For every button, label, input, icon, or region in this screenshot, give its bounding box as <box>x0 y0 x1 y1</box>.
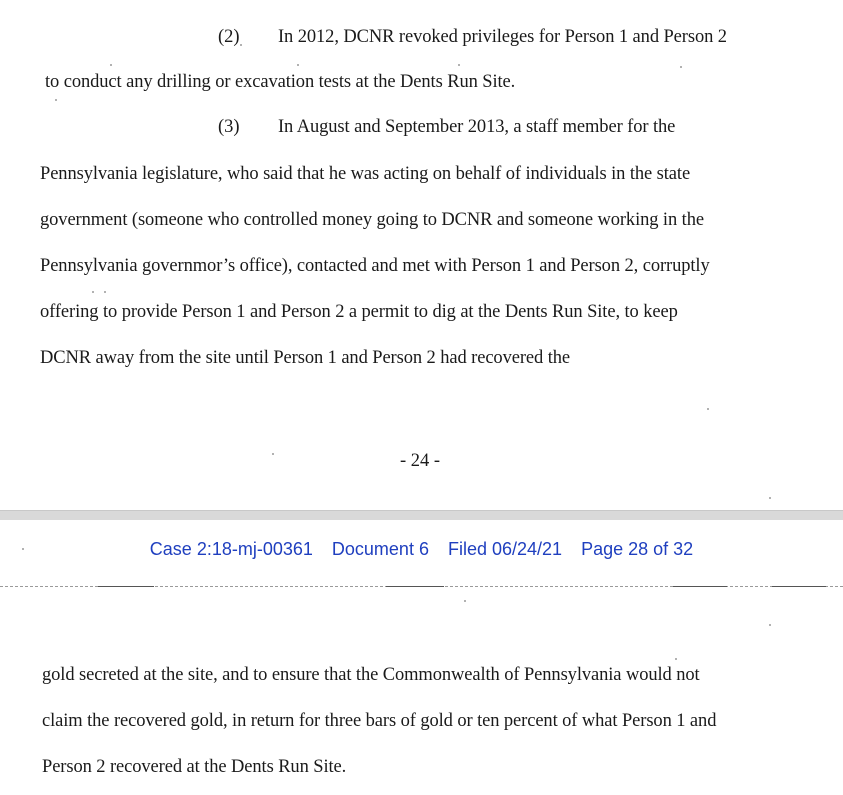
scan-speck <box>707 408 709 410</box>
paragraph-line: offering to provide Person 1 and Person 2 a permit to dig at the Dents Run Site, to keep <box>40 302 678 322</box>
scan-speck <box>240 44 242 46</box>
document-page-bottom <box>0 520 843 795</box>
header-rule-segment <box>98 586 154 587</box>
scan-speck <box>104 291 106 293</box>
filed-date: Filed 06/24/21 <box>447 539 563 559</box>
scan-speck <box>680 66 682 68</box>
case-header <box>0 539 843 560</box>
scan-speck <box>675 658 677 660</box>
scan-speck <box>92 291 94 293</box>
paragraph-line: In August and September 2013, a staff member for the <box>278 117 676 137</box>
scan-speck <box>458 64 460 66</box>
paragraph-line: claim the recovered gold, in return for three bars of gold or ten percent of what Person 1 and <box>42 711 717 731</box>
document-number: Document 6 <box>331 539 429 559</box>
paragraph-line: Person 2 recovered at the Dents Run Site. <box>42 757 347 777</box>
paragraph-line: DCNR away from the site until Person 1 and Person 2 had recovered the <box>40 348 570 368</box>
scan-speck <box>55 99 57 101</box>
paragraph-line: In 2012, DCNR revoked privileges for Person 1 and Person 2 <box>278 27 727 47</box>
scan-speck <box>272 453 274 455</box>
paragraph-line: government (someone who controlled money going to DCNR and someone working in the <box>40 210 704 230</box>
paragraph-line: Pennsylvania governmor’s office), contacted and met with Person 1 and Person 2, corruptly <box>40 256 710 276</box>
paragraph-line: gold secreted at the site, and to ensure that the Commonwealth of Pennsylvania would not <box>42 665 700 685</box>
paragraph-number: (3) <box>218 117 240 137</box>
scan-speck <box>769 497 771 499</box>
case-number: Case 2:18-mj-00361 <box>149 539 313 559</box>
header-rule-segment <box>772 586 826 587</box>
scan-speck <box>110 64 112 66</box>
paragraph-line: Pennsylvania legislature, who said that he was acting on behalf of individuals in the state <box>40 164 691 184</box>
page-count: Page 28 of 32 <box>581 539 694 559</box>
paragraph-number: (2) <box>218 27 240 47</box>
scan-speck <box>769 624 771 626</box>
scan-speck <box>464 600 466 602</box>
scan-speck <box>22 548 24 550</box>
header-rule-segment <box>673 586 727 587</box>
header-rule-segment <box>386 586 444 587</box>
page-number: - 24 - <box>400 451 441 471</box>
paragraph-line: to conduct any drilling or excavation tests at the Dents Run Site. <box>45 72 516 92</box>
scan-speck <box>297 64 299 66</box>
